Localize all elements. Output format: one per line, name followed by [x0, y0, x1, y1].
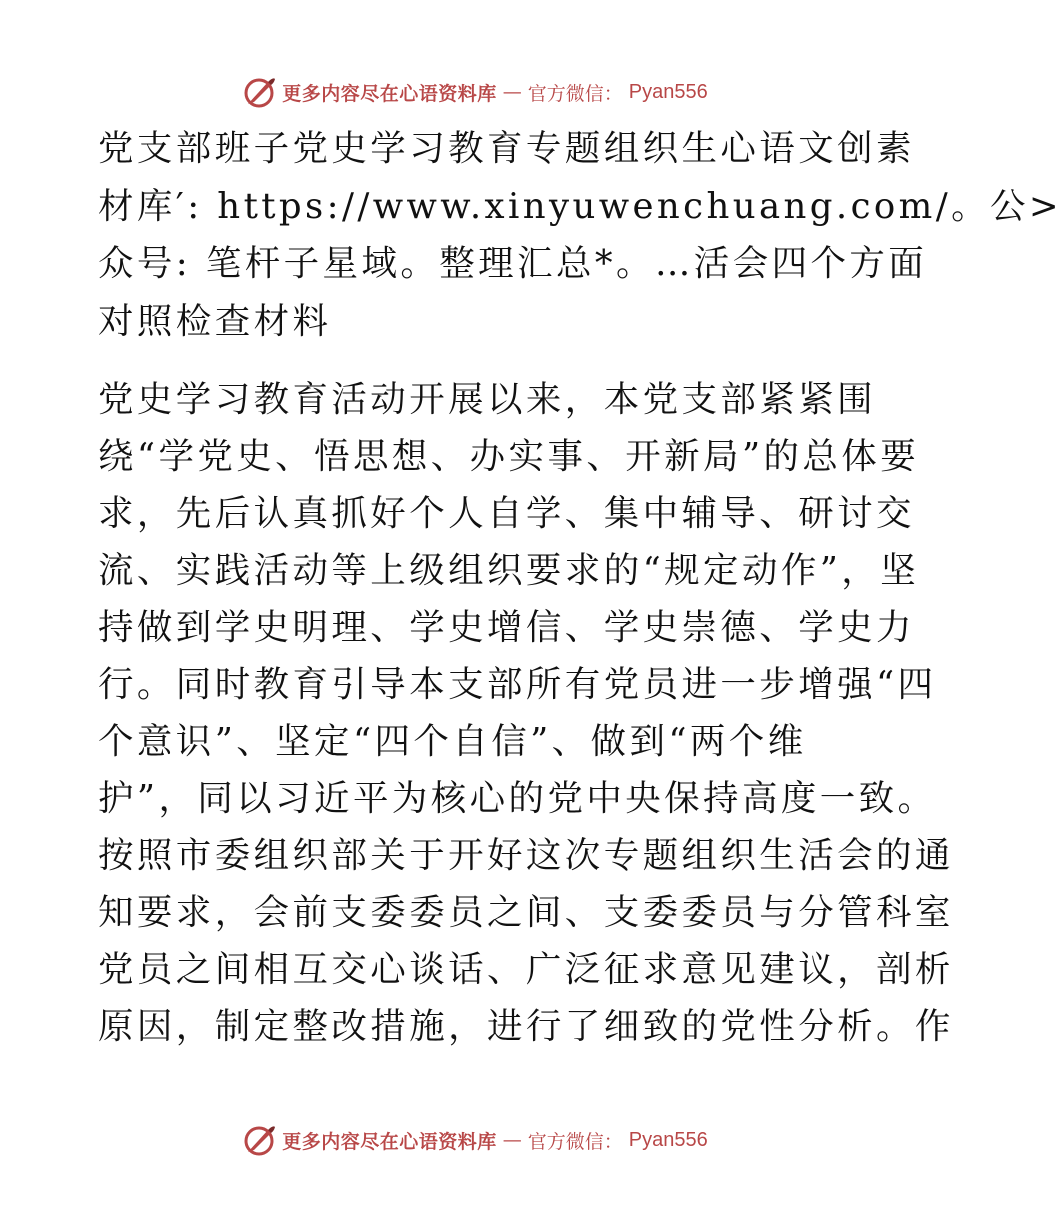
- header-banner: [0, 72, 950, 112]
- banner-label: 更多内容尽在心语资料库: [282, 1130, 497, 1153]
- body-line: 求，先后认真抓好个人自学、集中辅导、研讨交: [98, 493, 915, 534]
- body-line: 绕“学党史、悟思想、办实事、开新局”的总体要: [98, 436, 920, 477]
- banner-label: 更多内容尽在心语资料库: [282, 82, 497, 105]
- quill-logo-icon: [242, 1123, 276, 1157]
- banner-wechat-id: Pyan556: [628, 1128, 708, 1151]
- banner-dash: —: [502, 81, 522, 103]
- banner-dash: —: [502, 1129, 522, 1151]
- body-line: 流、实践活动等上级组织要求的“规定动作”，坚: [98, 550, 920, 591]
- title-line: 众号: 笔杆子星域。整理汇总*。…活会四个方面: [98, 243, 928, 284]
- title-line: 党支部班子党史学习教育专题组织生心语文创素: [98, 128, 915, 169]
- banner-sub: 官方微信：: [527, 82, 623, 105]
- banner-sub: 官方微信：: [527, 1130, 623, 1153]
- banner-wechat-id: Pyan556: [628, 80, 708, 103]
- footer-banner: [0, 1120, 950, 1160]
- title-line: 材库′: https://www.xinyuwenchuang.com/。公>: [98, 185, 1062, 227]
- body-line: 持做到学史明理、学史增信、学史崇德、学史力: [98, 607, 915, 648]
- body-paragraph: [98, 371, 954, 1055]
- quill-logo-icon: [242, 75, 276, 109]
- document-content: [98, 120, 1062, 1055]
- title-line: 对照检查材料: [98, 300, 332, 342]
- document-title: [98, 120, 1062, 350]
- body-line: 护”，同以习近平为核心的党中央保持高度一致。: [98, 778, 937, 819]
- body-line: 党史学习教育活动开展以来，本党支部紧紧围: [98, 379, 877, 420]
- body-line: 知要求，会前支委委员之间、支委委员与分管科室: [98, 892, 954, 933]
- body-line: 个意识”、坚定“四个自信”、做到“两个维: [98, 721, 807, 762]
- body-line: 党员之间相互交心谈话、广泛征求意见建议，剖析: [98, 949, 954, 990]
- body-line: 行。同时教育引导本支部所有党员进一步增强“四: [98, 664, 937, 705]
- body-line: 原因，制定整改措施，进行了细致的党性分析。作: [98, 1006, 954, 1047]
- body-line: 按照市委组织部关于开好这次专题组织生活会的通: [98, 835, 954, 876]
